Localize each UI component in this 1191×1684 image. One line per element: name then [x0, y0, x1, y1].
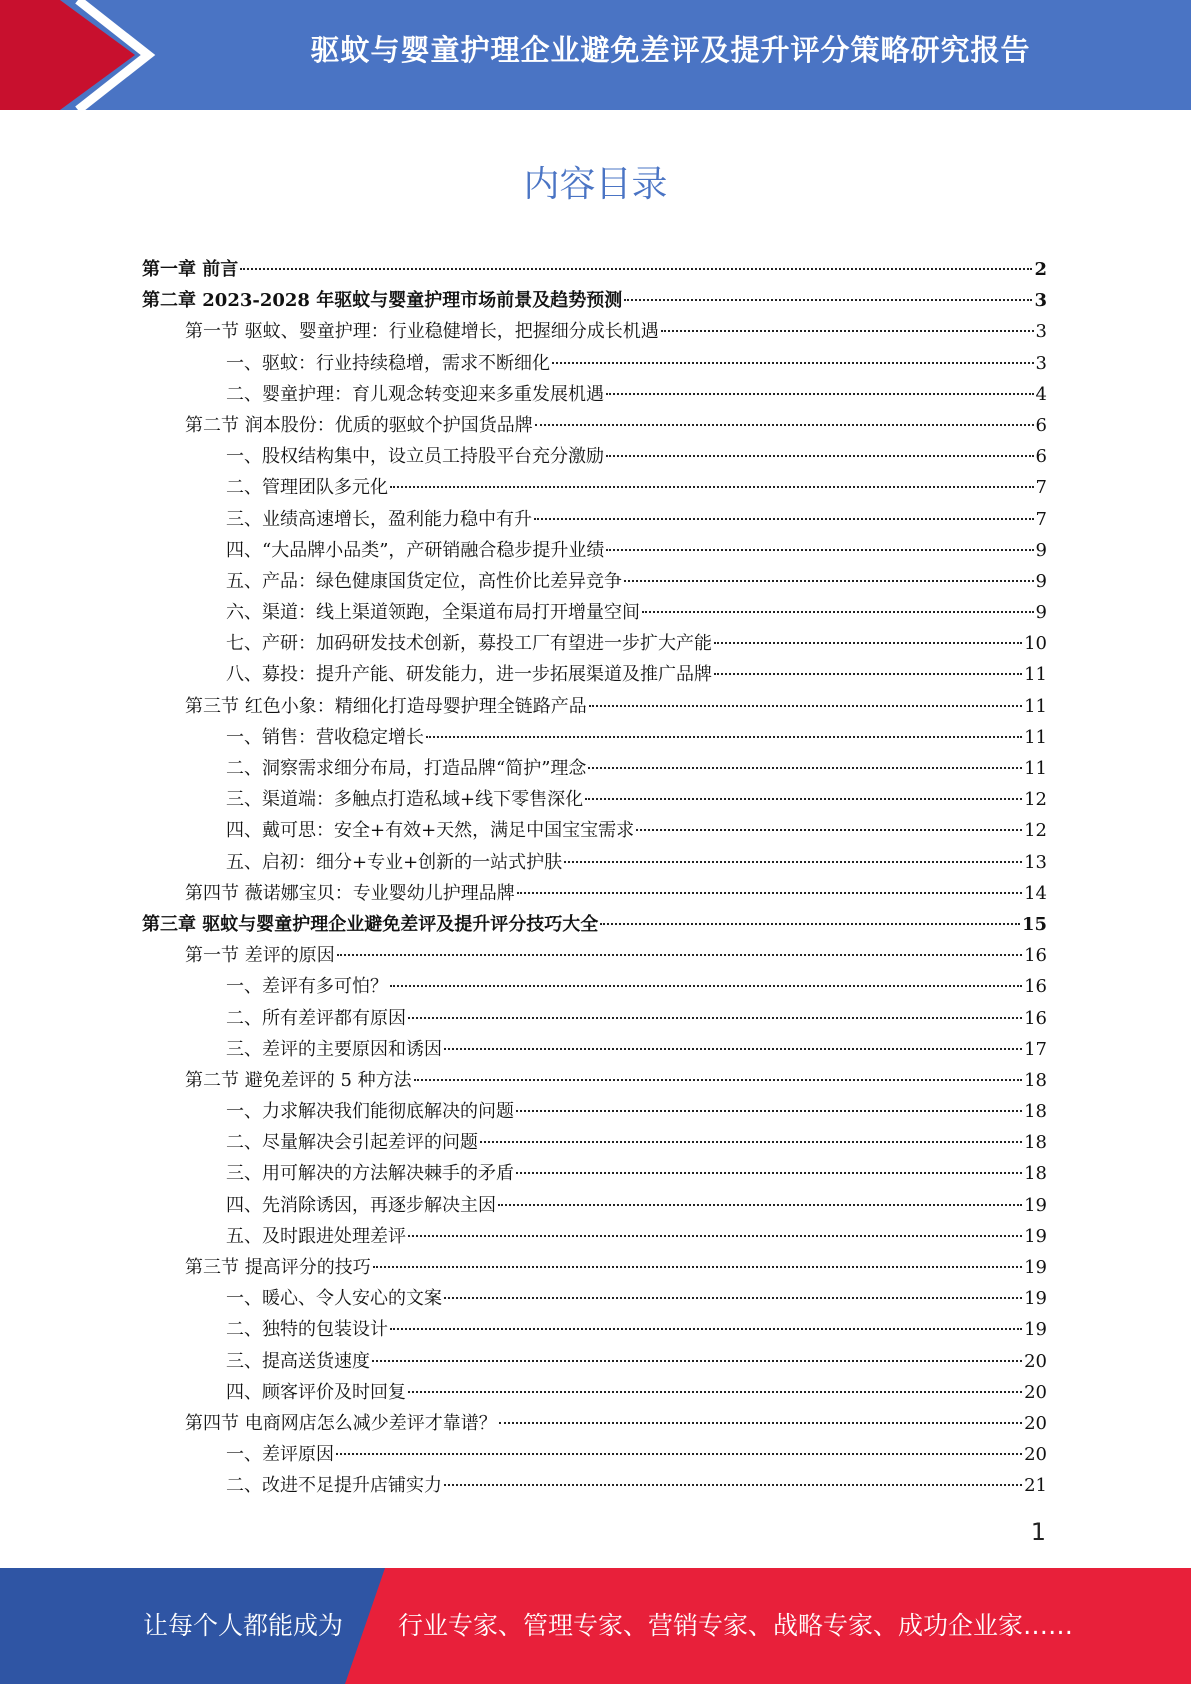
toc-dot-leader: [534, 518, 1034, 520]
toc-dot-leader: [516, 1110, 1022, 1112]
toc-entry[interactable]: [142, 815, 1047, 846]
toc-dot-leader: [390, 985, 1022, 987]
toc-entry[interactable]: [142, 1190, 1047, 1221]
toc-entry[interactable]: [142, 940, 1047, 971]
toc-entry-title: 四、“大品牌小品类”，产研销融合稳步提升业绩: [226, 539, 605, 561]
toc-entry-page: 11: [1024, 664, 1047, 686]
toc-entry-page: 18: [1024, 1163, 1047, 1185]
toc-dot-leader: [585, 798, 1022, 800]
toc-entry-title: 六、渠道：线上渠道领跑，全渠道布局打开增量空间: [226, 602, 640, 624]
toc-entry-title: 第一节 驱蚊、婴童护理：行业稳健增长，把握细分成长机遇: [185, 321, 659, 343]
toc-entry-title: 四、顾客评价及时回复: [226, 1381, 406, 1403]
toc-entry[interactable]: [142, 472, 1047, 503]
toc-entry-page: 20: [1024, 1444, 1047, 1466]
toc-entry-page: 11: [1024, 758, 1047, 779]
toc-entry[interactable]: [142, 1065, 1047, 1096]
toc-entry-page: 13: [1024, 851, 1047, 873]
toc-entry-title: 三、差评的主要原因和诱因: [226, 1038, 442, 1060]
toc-dot-leader: [661, 330, 1034, 332]
table-of-contents: [142, 254, 1047, 1502]
toc-entry[interactable]: [142, 504, 1047, 535]
toc-entry-title: 五、启初：细分+专业+创新的一站式护肤: [226, 851, 563, 873]
toc-entry[interactable]: [142, 566, 1047, 597]
toc-dot-leader: [535, 424, 1034, 426]
toc-entry-title: 二、独特的包装设计: [226, 1319, 388, 1341]
toc-entry-title: 四、戴可思：安全+有效+天然，满足中国宝宝需求: [226, 820, 635, 842]
toc-entry-title: 五、及时跟进处理差评: [226, 1225, 406, 1247]
toc-dot-leader: [444, 1048, 1022, 1050]
toc-heading: 内容目录: [523, 164, 668, 205]
toc-dot-leader: [606, 455, 1034, 457]
toc-entry-page: 12: [1024, 820, 1047, 842]
toc-dot-leader: [624, 299, 1032, 301]
toc-entry[interactable]: [142, 1158, 1047, 1189]
toc-entry-title: 一、差评原因: [226, 1444, 334, 1466]
toc-dot-leader: [642, 611, 1034, 613]
toc-entry-page: 19: [1024, 1257, 1047, 1278]
toc-entry[interactable]: [142, 1127, 1047, 1158]
footer-slogan-left: 让每个人都能成为: [143, 1611, 344, 1640]
toc-entry[interactable]: [142, 1221, 1047, 1252]
toc-entry[interactable]: [142, 1034, 1047, 1065]
toc-entry-page: 4: [1035, 383, 1047, 405]
toc-entry[interactable]: [142, 441, 1047, 472]
toc-entry-title: 一、销售：营收稳定增长: [226, 726, 424, 748]
toc-entry-page: 7: [1035, 477, 1047, 499]
toc-dot-leader: [636, 829, 1022, 831]
toc-entry[interactable]: [142, 348, 1047, 379]
toc-entry[interactable]: [142, 1283, 1047, 1314]
toc-entry-title: 二、洞察需求细分布局，打造品牌“简护”理念: [226, 758, 587, 779]
toc-dot-leader: [390, 1328, 1022, 1330]
toc-dot-leader: [606, 549, 1033, 551]
toc-entry-title: 第二节 避免差评的 5 种方法: [185, 1069, 412, 1091]
toc-entry-title: 五、产品：绿色健康国货定位，高性价比差异竞争: [226, 570, 622, 592]
toc-dot-leader: [414, 1079, 1022, 1081]
toc-entry-page: 20: [1024, 1350, 1047, 1372]
toc-entry-page: 20: [1024, 1412, 1047, 1434]
toc-entry-page: 6: [1035, 446, 1047, 468]
toc-entry-page: 9: [1035, 602, 1047, 624]
toc-entry[interactable]: [142, 410, 1047, 441]
toc-entry-title: 一、股权结构集中，设立员工持股平台充分激励: [226, 446, 604, 468]
toc-entry[interactable]: [142, 1096, 1047, 1127]
toc-entry[interactable]: [142, 1252, 1047, 1283]
toc-dot-leader: [600, 923, 1020, 925]
toc-entry-title: 三、渠道端：多触点打造私域+线下零售深化: [226, 789, 584, 811]
toc-entry-page: 3: [1035, 352, 1047, 374]
toc-entry[interactable]: [142, 535, 1047, 566]
toc-entry-title: 第四节 电商网店怎么减少差评才靠谱？: [185, 1412, 497, 1434]
toc-dot-leader: [588, 767, 1022, 769]
toc-entry-title: 第二章 2023-2028 年驱蚊与婴童护理市场前景及趋势预测: [142, 290, 623, 312]
toc-entry[interactable]: [142, 1314, 1047, 1345]
toc-dot-leader: [498, 1204, 1022, 1206]
toc-entry[interactable]: [142, 878, 1047, 909]
toc-entry-title: 一、暖心、令人安心的文案: [226, 1288, 442, 1310]
toc-entry-page: 6: [1035, 414, 1047, 436]
toc-entry-page: 3: [1035, 321, 1047, 343]
toc-entry-title: 二、管理团队多元化: [226, 477, 388, 499]
toc-entry-title: 一、力求解决我们能彻底解决的问题: [226, 1101, 514, 1123]
toc-dot-leader: [444, 1484, 1022, 1486]
toc-entry-page: 16: [1024, 945, 1047, 967]
toc-entry-title: 第一章 前言: [142, 259, 239, 280]
toc-entry-page: 11: [1024, 726, 1047, 748]
toc-entry-page: 19: [1024, 1225, 1047, 1247]
toc-entry-page: 19: [1024, 1319, 1047, 1341]
toc-dot-leader: [408, 1235, 1022, 1237]
toc-entry[interactable]: [142, 847, 1047, 878]
toc-dot-leader: [589, 705, 1022, 707]
toc-entry-title: 一、驱蚊：行业持续稳增，需求不断细化: [226, 352, 550, 374]
toc-entry-title: 八、募投：提升产能、研发能力，进一步拓展渠道及推广品牌: [226, 664, 712, 686]
toc-dot-leader: [480, 1141, 1022, 1143]
toc-entry[interactable]: [142, 1003, 1047, 1034]
toc-dot-leader: [606, 393, 1034, 395]
toc-entry[interactable]: [142, 659, 1047, 690]
toc-entry-page: 20: [1024, 1381, 1047, 1403]
toc-entry-page: 18: [1024, 1132, 1047, 1154]
toc-entry-page: 21: [1024, 1475, 1047, 1497]
toc-entry[interactable]: [142, 285, 1047, 316]
toc-entry[interactable]: [142, 722, 1047, 753]
toc-entry-title: 第二节 润本股份：优质的驱蚊个护国货品牌: [185, 414, 533, 436]
toc-entry-page: 14: [1024, 882, 1047, 904]
toc-entry-page: 7: [1035, 508, 1047, 530]
toc-entry-title: 第一节 差评的原因: [185, 945, 335, 967]
toc-dot-leader: [372, 1360, 1022, 1362]
toc-entry-title: 四、先消除诱因，再逐步解决主因: [226, 1194, 496, 1216]
page-number: 1: [1030, 1518, 1046, 1546]
chevron-arrow-icon: [0, 0, 160, 110]
toc-dot-leader: [516, 1172, 1022, 1174]
footer-banner: [0, 1568, 1191, 1684]
toc-entry[interactable]: [142, 971, 1047, 1002]
toc-entry[interactable]: [142, 1439, 1047, 1470]
toc-entry[interactable]: [142, 753, 1047, 784]
toc-dot-leader: [336, 1453, 1022, 1455]
toc-entry-page: 18: [1024, 1069, 1047, 1091]
toc-entry-title: 第三节 提高评分的技巧: [185, 1257, 371, 1278]
toc-dot-leader: [624, 580, 1034, 582]
report-title: 驱蚊与婴童护理企业避免差评及提升评分策略研究报告: [310, 33, 1031, 67]
toc-dot-leader: [552, 362, 1034, 364]
toc-entry[interactable]: [142, 1377, 1047, 1408]
toc-dot-leader: [499, 1422, 1022, 1424]
toc-dot-leader: [240, 268, 1032, 270]
toc-entry-title: 三、业绩高速增长，盈利能力稳中有升: [226, 508, 532, 530]
toc-entry-title: 二、改进不足提升店铺实力: [226, 1475, 442, 1497]
toc-entry[interactable]: [142, 1408, 1047, 1439]
toc-dot-leader: [444, 1297, 1022, 1299]
toc-dot-leader: [714, 642, 1022, 644]
toc-entry[interactable]: [142, 379, 1047, 410]
toc-entry-page: 19: [1024, 1288, 1047, 1310]
toc-entry-page: 11: [1024, 695, 1047, 717]
toc-entry-page: 9: [1035, 539, 1047, 561]
toc-entry-page: 12: [1024, 789, 1047, 811]
toc-entry[interactable]: [142, 316, 1047, 347]
toc-entry-title: 三、用可解决的方法解决棘手的矛盾: [226, 1163, 514, 1185]
toc-entry[interactable]: [142, 909, 1047, 940]
toc-entry[interactable]: [142, 1470, 1047, 1501]
toc-entry-title: 第三章 驱蚊与婴童护理企业避免差评及提升评分技巧大全: [142, 913, 599, 935]
toc-dot-leader: [408, 1391, 1022, 1393]
toc-entry[interactable]: [142, 628, 1047, 659]
toc-dot-leader: [408, 1017, 1022, 1019]
toc-entry[interactable]: [142, 784, 1047, 815]
toc-entry-page: 17: [1024, 1038, 1047, 1060]
toc-entry-title: 第四节 薇诺娜宝贝：专业婴幼儿护理品牌: [185, 882, 515, 904]
toc-dot-leader: [426, 736, 1022, 738]
toc-entry-page: 19: [1024, 1194, 1047, 1216]
footer-slogan-right: 行业专家、管理专家、营销专家、战略专家、成功企业家……: [398, 1611, 1074, 1640]
toc-entry-title: 七、产研：加码研发技术创新，募投工厂有望进一步扩大产能: [226, 633, 712, 655]
toc-entry-title: 二、尽量解决会引起差评的问题: [226, 1132, 478, 1154]
toc-entry[interactable]: [142, 254, 1047, 285]
toc-entry-page: 2: [1034, 259, 1047, 280]
toc-entry[interactable]: [142, 691, 1047, 722]
toc-entry-title: 二、所有差评都有原因: [226, 1007, 406, 1029]
toc-entry-page: 18: [1024, 1101, 1047, 1123]
toc-dot-leader: [390, 486, 1034, 488]
toc-dot-leader: [373, 1266, 1022, 1268]
toc-entry-title: 一、差评有多可怕？: [226, 976, 388, 998]
toc-dot-leader: [714, 673, 1022, 675]
toc-entry-page: 15: [1021, 913, 1047, 935]
toc-dot-leader: [517, 892, 1022, 894]
toc-dot-leader: [337, 954, 1022, 956]
toc-entry-title: 三、提高送货速度: [226, 1350, 370, 1372]
toc-entry-title: 第三节 红色小象：精细化打造母婴护理全链路产品: [185, 695, 587, 717]
toc-dot-leader: [564, 861, 1022, 863]
toc-entry[interactable]: [142, 1346, 1047, 1377]
toc-entry-page: 9: [1035, 570, 1047, 592]
toc-entry-page: 16: [1024, 1007, 1047, 1029]
toc-entry-page: 16: [1024, 976, 1047, 998]
toc-entry-title: 二、婴童护理：育儿观念转变迎来多重发展机遇: [226, 383, 604, 405]
header-banner: [0, 0, 1191, 110]
toc-entry-page: 10: [1024, 633, 1047, 655]
toc-entry[interactable]: [142, 597, 1047, 628]
toc-entry-page: 3: [1034, 290, 1047, 312]
